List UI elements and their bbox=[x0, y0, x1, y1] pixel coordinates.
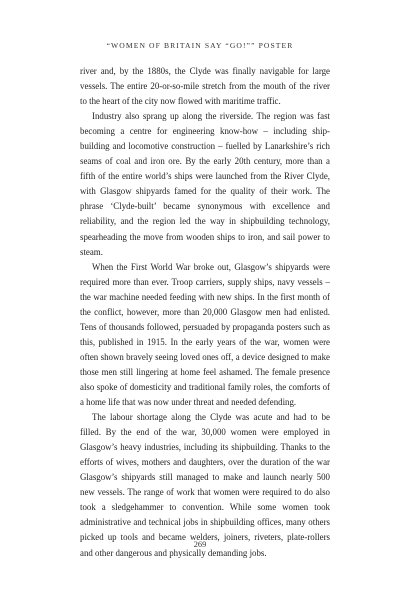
paragraph-industry: Industry also sprang up along the riverside. The region was fast becoming a centre for engineering know-how – including shipbuilding and locomotive construction – fuelled by Lanarkshire’s rich seams of coal and iron ore. By the early 20th century, more than a fifth of the entire world’s ships were launched from the River Clyde, with Glasgow shipyards famed for the quality of their work. The phrase ‘Clyde-built’ became synonymous with excellence and reliability, and the region led the way in shipbuilding technology, spearheading the move from wooden ships to iron, and sail power to steam. bbox=[80, 111, 330, 257]
paragraph-continuation: river and, by the 1880s, the Clyde was finally navigable for large vessels. The entire 20-or-so-mile stretch from the mouth of the river to the heart of the city now flowed with maritime traffic. bbox=[80, 66, 330, 107]
page-number: 269 bbox=[193, 540, 207, 549]
body-text bbox=[80, 64, 330, 561]
paragraph-labour-shortage: The labour shortage along the Clyde was acute and had to be filled. By the end of the war, 30,000 women were employed in Glasgow’s heavy industries, including its shipbuilding. Thanks to the efforts of wives, mothers and daughters, over the duration of the war Glasgow’s shipyards still managed to make and launch nearly 500 new vessels. The range of work that women were required to do also took a sledgehammer to convention. While some women took administrative and technical jobs in shipbuilding offices, many others picked up tools and became welders, joiners, riveters, plate-rollers and other dangerous and physically demanding jobs. bbox=[80, 412, 330, 558]
running-head: “WOMEN OF BRITAIN SAY “GO!”” POSTER bbox=[106, 41, 294, 50]
paragraph-first-world-war: When the First World War broke out, Glasgow’s shipyards were required more than ever. Troop carriers, supply ships, navy vessels – the war machine needed feeding with new ships. In the first month of the conflict, however, more than 20,000 Glasgow men had enlisted. Tens of thousands followed, persuaded by propaganda posters such as this, published in 1915. In the early years of the war, women were often shown bravely seeing loved ones off, a device designed to make those men still lingering at home feel ashamed. The female presence also spoke of domesticity and traditional family roles, the comforts of a home life that was now under threat and needed defending. bbox=[80, 261, 330, 408]
